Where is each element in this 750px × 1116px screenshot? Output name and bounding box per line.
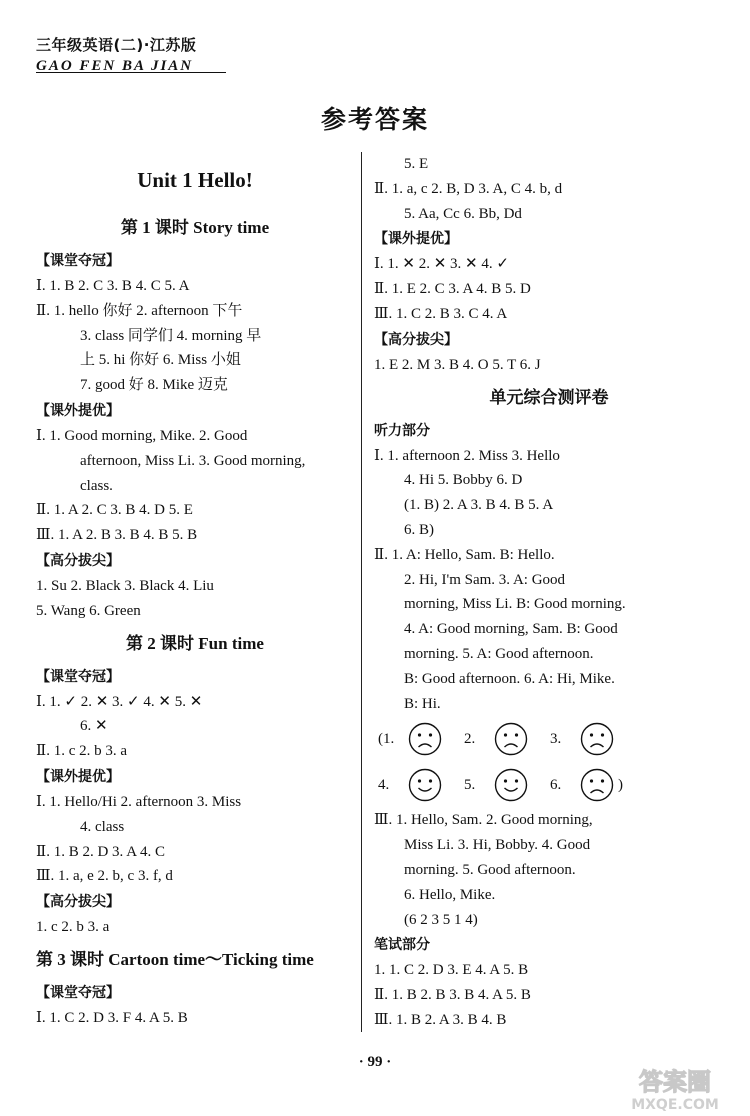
page-title: 参考答案 [320, 105, 429, 134]
answer-line: class. [80, 477, 113, 494]
faces-row-2 [374, 762, 724, 808]
answer-line: B: Hi. [404, 695, 441, 712]
answer-line: Ⅱ. 1. B 2. B 3. B 4. A 5. B [374, 987, 531, 1004]
section-heading: 【高分拔尖】 [374, 331, 458, 348]
answer-line: 4. Hi 5. Bobby 6. D [404, 472, 523, 489]
answer-line: Ⅰ. 1. afternoon 2. Miss 3. Hello [374, 447, 560, 464]
section-heading: 【课外提优】 [36, 402, 120, 419]
answer-line: 5. E [404, 156, 429, 172]
answer-line: Ⅱ. 1. E 2. C 3. A 4. B 5. D [374, 281, 531, 298]
answer-line: morning. 5. A: Good afternoon. [404, 645, 594, 662]
answer-line: 5. Wang 6. Green [36, 602, 141, 619]
answer-line: 3. class 同学们 4. morning 早 [80, 327, 262, 344]
answer-line: Ⅲ. 1. A 2. B 3. B 4. B 5. B [36, 527, 198, 544]
lesson-1-title: 第 1 课时 Story time [120, 218, 270, 237]
sad-face-icon [580, 768, 614, 802]
section-heading: 【课外提优】 [36, 768, 120, 785]
section-heading: 【课外提优】 [374, 231, 458, 248]
happy-face-icon [408, 768, 442, 802]
happy-face-icon [494, 768, 528, 802]
watermark-line1: 答案圈 [639, 1068, 711, 1096]
answer-line: Ⅱ. 1. B 2. D 3. A 4. C [36, 843, 165, 860]
answer-line: B: Good afternoon. 6. A: Hi, Mike. [404, 670, 615, 687]
answer-line: Ⅲ. 1. C 2. B 3. C 4. A [374, 305, 508, 322]
answer-line: 5. Aa, Cc 6. Bb, Dd [404, 205, 522, 222]
face-close-paren: ) [618, 776, 623, 793]
answer-line: Ⅱ. 1. a, c 2. B, D 3. A, C 4. b, d [374, 180, 563, 197]
answer-line: 1. E 2. M 3. B 4. O 5. T 6. J [374, 356, 541, 373]
face-label: 6. [550, 776, 562, 793]
section-heading: 【课堂夺冠】 [36, 668, 120, 685]
answer-line: 1. Su 2. Black 3. Black 4. Liu [36, 577, 214, 594]
answer-line: 2. Hi, I'm Sam. 3. A: Good [404, 571, 566, 588]
unit-title: Unit 1 Hello! [137, 168, 253, 192]
answer-line: Ⅰ. 1. ✓ 2. ✕ 3. ✓ 4. ✕ 5. ✕ [36, 693, 203, 710]
section-heading: 【课堂夺冠】 [36, 253, 120, 269]
right-column [374, 152, 724, 1033]
answer-line: 上 5. hi 你好 6. Miss 小姐 [80, 352, 241, 369]
face-label: 4. [378, 776, 390, 793]
section-heading: 【课堂夺冠】 [36, 984, 120, 1001]
header-title-en: GAO FEN BA JIAN [36, 58, 194, 74]
answer-line: Ⅱ. 1. A: Hello, Sam. B: Hello. [374, 546, 555, 563]
watermark-logo [608, 1064, 742, 1112]
answer-line: Ⅱ. 1. c 2. b 3. a [36, 743, 128, 760]
header-rule [36, 72, 226, 73]
face-label: 5. [464, 776, 476, 793]
face-label: 2. [464, 730, 476, 747]
answer-line: (1. B) 2. A 3. B 4. B 5. A [404, 497, 554, 514]
answer-line: 1. c 2. b 3. a [36, 919, 110, 936]
section-heading: 【高分拔尖】 [36, 552, 120, 569]
test-title: 单元综合测评卷 [489, 387, 609, 407]
section-heading: 笔试部分 [374, 937, 430, 954]
answer-line: 4. A: Good morning, Sam. B: Good [404, 621, 618, 638]
answer-line: 7. good 好 8. Mike 迈克 [80, 377, 228, 394]
answer-line: 1. 1. C 2. D 3. E 4. A 5. B [374, 962, 529, 979]
answer-line: Miss Li. 3. Hi, Bobby. 4. Good [404, 837, 591, 854]
answer-line: (6 2 3 5 1 4) [404, 911, 478, 928]
face-label: 3. [550, 730, 562, 747]
column-divider [361, 152, 362, 1032]
answer-line: morning. 5. Good afternoon. [404, 861, 576, 878]
answer-line: Ⅲ. 1. Hello, Sam. 2. Good morning, [374, 812, 593, 829]
section-heading: 【高分拔尖】 [36, 894, 120, 911]
answer-line: Ⅲ. 1. a, e 2. b, c 3. f, d [36, 868, 173, 885]
page-number: · 99 · [358, 1054, 392, 1070]
faces-row-1 [374, 716, 724, 762]
lesson-2-title: 第 2 课时 Fun time [126, 633, 264, 653]
answer-line: Ⅰ. 1. Hello/Hi 2. afternoon 3. Miss [36, 793, 242, 810]
sad-face-icon [408, 722, 442, 756]
answer-line: 4. class [80, 818, 125, 835]
watermark-line2: MXQE.COM [631, 1097, 719, 1112]
answer-line: Ⅰ. 1. B 2. C 3. B 4. C 5. A [36, 278, 190, 294]
answer-line: afternoon, Miss Li. 3. Good morning, [80, 452, 306, 469]
answer-line: 6. B) [404, 521, 434, 538]
book-header [36, 34, 196, 75]
answer-line: 6. Hello, Mike. [404, 886, 496, 903]
answer-line: Ⅱ. 1. A 2. C 3. B 4. D 5. E [36, 502, 193, 519]
sad-face-icon [580, 722, 614, 756]
answer-line: Ⅲ. 1. B 2. A 3. B 4. B [374, 1011, 507, 1028]
answer-line: Ⅰ. 1. Good morning, Mike. 2. Good [36, 427, 248, 444]
sad-face-icon [494, 722, 528, 756]
header-title-cn: 三年级英语(二)·江苏版 [36, 36, 197, 54]
section-heading: 听力部分 [374, 422, 430, 439]
face-label: (1. [378, 730, 395, 747]
lesson-3-title: 第 3 课时 Cartoon time～Ticking time [36, 949, 314, 969]
left-column [36, 152, 354, 1031]
answer-line: Ⅱ. 1. hello 你好 2. afternoon 下午 [36, 302, 243, 319]
answer-line: Ⅰ. 1. C 2. D 3. F 4. A 5. B [36, 1009, 188, 1026]
answer-line: 6. ✕ [80, 718, 108, 735]
answer-line: Ⅰ. 1. ✕ 2. ✕ 3. ✕ 4. ✓ [374, 256, 509, 273]
answer-line: morning, Miss Li. B: Good morning. [404, 596, 626, 613]
